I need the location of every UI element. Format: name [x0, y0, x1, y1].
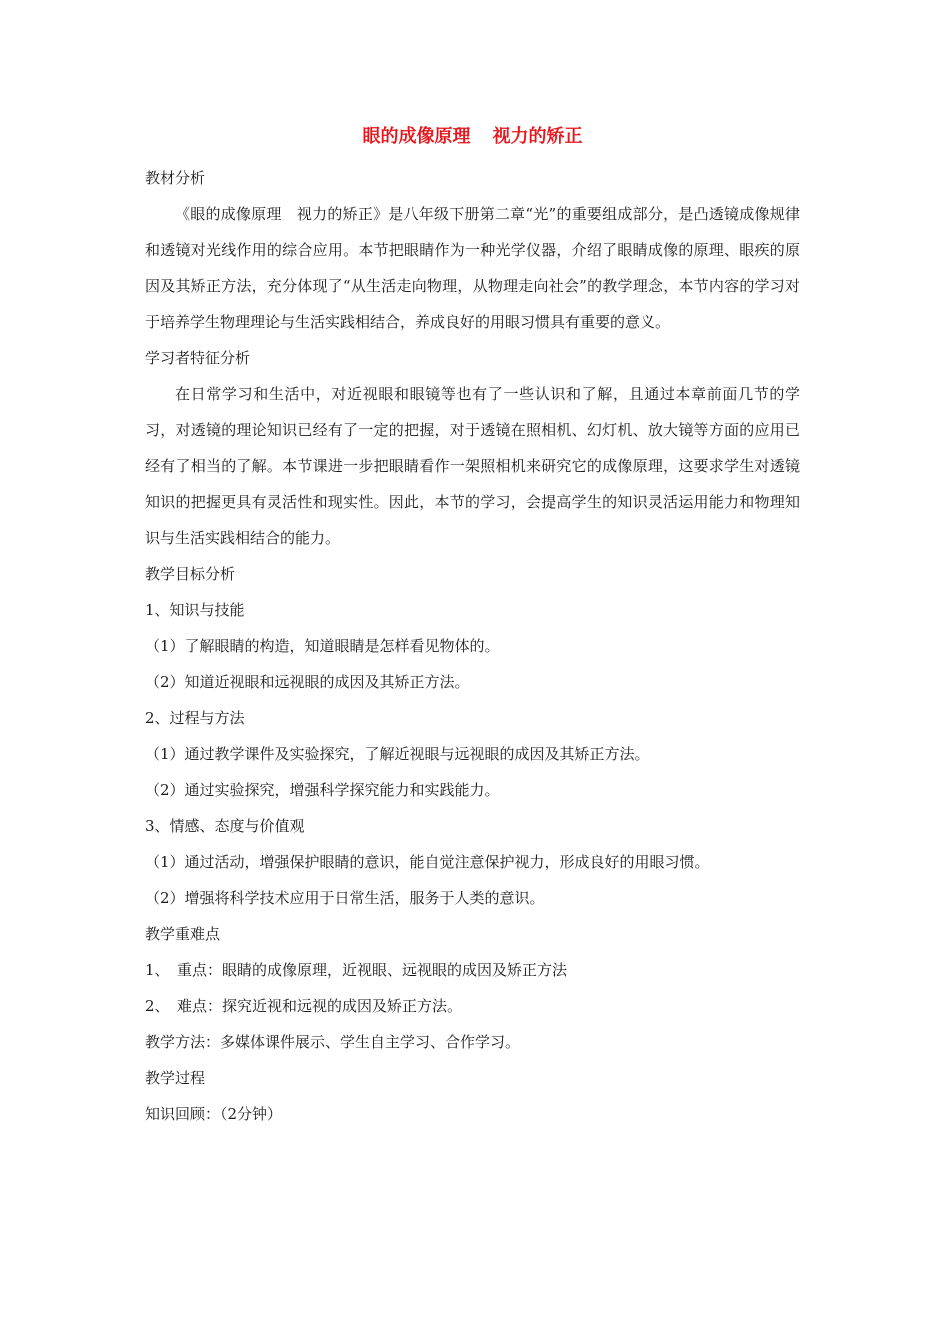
objective-group-1: 1、知识与技能 — [145, 601, 245, 619]
document-title — [145, 124, 800, 150]
objective-item: （1）了解眼睛的构造，知道眼睛是怎样看见物体的。 — [145, 637, 500, 655]
objective-group-3: 3、情感、态度与价值观 — [145, 817, 305, 835]
section-heading-learner-analysis: 学习者特征分析 — [145, 349, 251, 367]
title-part-2: 视力的矫正 — [492, 126, 583, 147]
objective-item: （1）通过教学课件及实验探究，了解近视眼与远视眼的成因及其矫正方法。 — [145, 745, 650, 763]
paragraph-learner-analysis: 在日常学习和生活中，对近视眼和眼镜等也有了一些认识和了解，且通过本章前面几节的学习，对透镜的理论知识已经有了一定的把握，对于透镜在照相机、幻灯机、放大镜等方面的应用已经有了相当的了解。本节课进一步把眼睛看作一架照相机来研究它的成像原理，这要求学生对透镜知识的把握更具有灵活性和现实性。因此，本节的学习，会提高学生的知识灵活运用能力和物理知识与生活实践相结合的能力。 — [145, 385, 800, 547]
section-heading-process: 教学过程 — [145, 1069, 206, 1087]
title-part-1: 眼的成像原理 — [362, 126, 471, 147]
objective-item: （2）知道近视眼和远视眼的成因及其矫正方法。 — [145, 673, 470, 691]
objective-item: （1）通过活动，增强保护眼睛的意识，能自觉注意保护视力，形成良好的用眼习惯。 — [145, 853, 710, 871]
paragraph-textbook-analysis: 《眼的成像原理 视力的矫正》是八年级下册第二章“光”的重要组成部分，是凸透镜成像规律和透镜对光线作用的综合应用。本节把眼睛作为一种光学仪器，介绍了眼睛成像的原理、眼疾的原因及其矫正方法，充分体现了“从生活走向物理，从物理走向社会”的教学理念，本节内容的学习对于培养学生物理理论与生活实践相结合，养成良好的用眼习惯具有重要的意义。 — [145, 205, 800, 331]
objective-item: （2）通过实验探究，增强科学探究能力和实践能力。 — [145, 781, 500, 799]
section-heading-key-points: 教学重难点 — [145, 925, 221, 943]
objective-group-2: 2、过程与方法 — [145, 709, 245, 727]
key-point-item: 2、 难点：探究近视和远视的成因及矫正方法。 — [145, 997, 463, 1015]
section-heading-objectives: 教学目标分析 — [145, 565, 236, 583]
knowledge-review: 知识回顾：（2分钟） — [145, 1105, 283, 1123]
section-heading-textbook-analysis: 教材分析 — [145, 169, 206, 187]
teaching-method: 教学方法：多媒体课件展示、学生自主学习、合作学习。 — [145, 1033, 521, 1051]
key-point-item: 1、 重点：眼睛的成像原理，近视眼、远视眼的成因及矫正方法 — [145, 961, 568, 979]
document-page — [145, 124, 800, 1132]
objective-item: （2）增强将科学技术应用于日常生活，服务于人类的意识。 — [145, 889, 545, 907]
